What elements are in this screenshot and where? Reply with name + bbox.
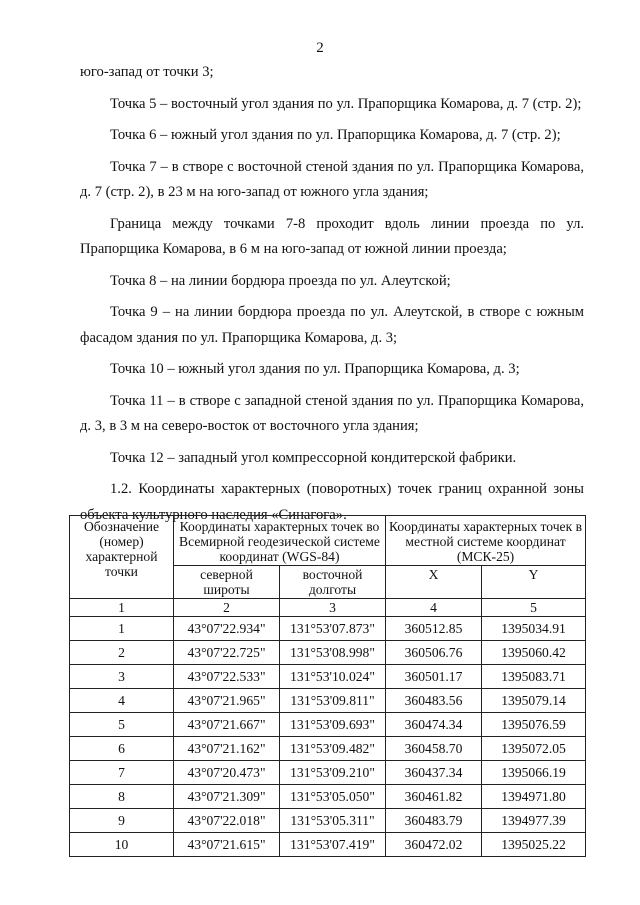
point-number-cell: 3	[70, 665, 174, 689]
table-row	[70, 809, 586, 833]
paragraph: Граница между точками 7-8 проходит вдоль линии проезда по ул. Прапорщика Комарова, в 6 м на юго-запад от южной линии проезда;	[80, 215, 584, 257]
column-number: 4	[386, 599, 482, 617]
coordinates-table-body	[70, 617, 586, 857]
longitude-cell: 131°53'10.024"	[280, 665, 386, 689]
paragraph: Точка 12 – западный угол компрессорной кондитерской фабрики.	[110, 449, 517, 466]
latitude-cell: 43°07'22.934"	[174, 617, 280, 641]
coordinates-table	[69, 515, 586, 857]
x-coordinate-cell: 360461.82	[386, 785, 482, 809]
header-wgs84-group: Координаты характерных точек во Всемирной геодезической системе координат (WGS-84)	[174, 516, 386, 566]
document-body	[80, 60, 584, 534]
column-number-row	[70, 599, 586, 617]
column-number: 5	[482, 599, 586, 617]
longitude-cell: 131°53'07.873"	[280, 617, 386, 641]
y-coordinate-cell: 1395072.05	[482, 737, 586, 761]
x-coordinate-cell: 360501.17	[386, 665, 482, 689]
point-number-cell: 6	[70, 737, 174, 761]
point-number-cell: 10	[70, 833, 174, 857]
table-row	[70, 617, 586, 641]
longitude-cell: 131°53'07.419"	[280, 833, 386, 857]
table-row	[70, 713, 586, 737]
table-row	[70, 689, 586, 713]
longitude-cell: 131°53'08.998"	[280, 641, 386, 665]
y-coordinate-cell: 1394971.80	[482, 785, 586, 809]
x-coordinate-cell: 360483.79	[386, 809, 482, 833]
y-coordinate-cell: 1395060.42	[482, 641, 586, 665]
point-number-cell: 7	[70, 761, 174, 785]
point-number-cell: 8	[70, 785, 174, 809]
header-msk25-group: Координаты характерных точек в местной системе координат (МСК-25)	[386, 516, 586, 566]
y-coordinate-cell: 1395034.91	[482, 617, 586, 641]
paragraph: Точка 11 – в створе с западной стеной здания по ул. Прапорщика Комарова, д. 3, в 3 м на северо-восток от восточного угла здания;	[80, 392, 584, 434]
section-heading-paragraph: 1.2. Координаты характерных (поворотных) точек границ охранной зоны объекта культурного наследия «Синагога».	[80, 481, 584, 523]
paragraph: Точка 6 – южный угол здания по ул. Прапорщика Комарова, д. 7 (стр. 2);	[110, 127, 561, 143]
x-coordinate-cell: 360483.56	[386, 689, 482, 713]
x-coordinate-cell: 360437.34	[386, 761, 482, 785]
y-coordinate-cell: 1395079.14	[482, 689, 586, 713]
x-coordinate-cell: 360512.85	[386, 617, 482, 641]
table-row	[70, 761, 586, 785]
column-number: 1	[70, 599, 174, 617]
latitude-cell: 43°07'21.309"	[174, 785, 280, 809]
paragraph: Точка 10 – южный угол здания по ул. Прапорщика Комарова, д. 3;	[110, 361, 520, 377]
y-coordinate-cell: 1395066.19	[482, 761, 586, 785]
column-number: 2	[174, 599, 280, 617]
longitude-cell: 131°53'09.210"	[280, 761, 386, 785]
y-coordinate-cell: 1394977.39	[482, 809, 586, 833]
column-number: 3	[280, 599, 386, 617]
latitude-cell: 43°07'22.018"	[174, 809, 280, 833]
x-coordinate-cell: 360506.76	[386, 641, 482, 665]
longitude-cell: 131°53'09.693"	[280, 713, 386, 737]
longitude-cell: 131°53'09.811"	[280, 689, 386, 713]
latitude-cell: 43°07'21.667"	[174, 713, 280, 737]
latitude-cell: 43°07'22.533"	[174, 665, 280, 689]
latitude-cell: 43°07'21.615"	[174, 833, 280, 857]
y-coordinate-cell: 1395025.22	[482, 833, 586, 857]
table-row	[70, 641, 586, 665]
table-row	[70, 785, 586, 809]
paragraph: Точка 9 – на линии бордюра проезда по ул. Алеутской, в створе с южным фасадом здания по ул. Прапорщика Комарова, д. 3;	[80, 304, 584, 346]
longitude-cell: 131°53'09.482"	[280, 737, 386, 761]
paragraph: юго-запад от точки 3;	[80, 64, 214, 80]
latitude-cell: 43°07'21.965"	[174, 689, 280, 713]
longitude-cell: 131°53'05.050"	[280, 785, 386, 809]
table-row	[70, 665, 586, 689]
point-number-cell: 5	[70, 713, 174, 737]
paragraph: Точка 8 – на линии бордюра проезда по ул. Алеутской;	[110, 272, 451, 289]
table-row	[70, 737, 586, 761]
point-number-cell: 2	[70, 641, 174, 665]
header-north-latitude: северной широты	[174, 566, 280, 599]
table-row	[70, 833, 586, 857]
header-east-longitude: восточной долготы	[280, 566, 386, 599]
latitude-cell: 43°07'21.162"	[174, 737, 280, 761]
page-number: 2	[316, 40, 324, 56]
paragraph: Точка 5 – восточный угол здания по ул. Прапорщика Комарова, д. 7 (стр. 2);	[110, 95, 582, 112]
x-coordinate-cell: 360458.70	[386, 737, 482, 761]
y-coordinate-cell: 1395076.59	[482, 713, 586, 737]
header-x: X	[386, 566, 482, 599]
latitude-cell: 43°07'20.473"	[174, 761, 280, 785]
header-y: Y	[482, 566, 586, 599]
y-coordinate-cell: 1395083.71	[482, 665, 586, 689]
paragraph: Точка 7 – в створе с восточной стеной здания по ул. Прапорщика Комарова, д. 7 (стр. 2), в 23 м на юго-запад от южного угла здания;	[80, 158, 584, 200]
point-number-cell: 4	[70, 689, 174, 713]
point-number-cell: 1	[70, 617, 174, 641]
x-coordinate-cell: 360472.02	[386, 833, 482, 857]
latitude-cell: 43°07'22.725"	[174, 641, 280, 665]
x-coordinate-cell: 360474.34	[386, 713, 482, 737]
header-point-designation: Обозначение (номер) характерной точки	[70, 516, 174, 599]
point-number-cell: 9	[70, 809, 174, 833]
longitude-cell: 131°53'05.311"	[280, 809, 386, 833]
